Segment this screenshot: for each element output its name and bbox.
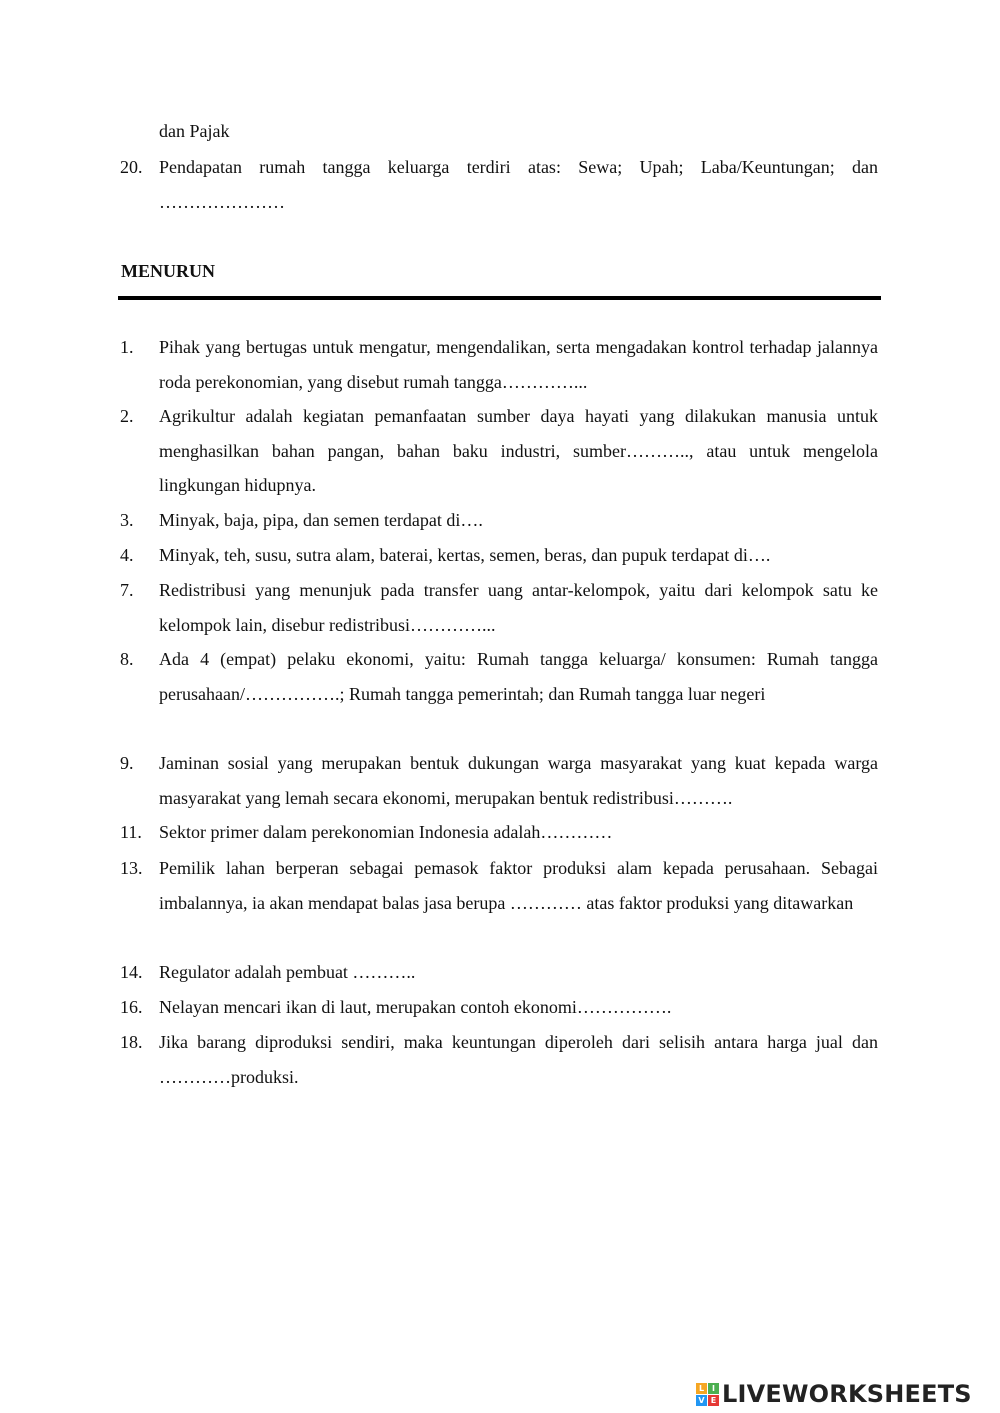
question-text: Nelayan mencari ikan di laut, merupakan contoh ekonomi……………. <box>159 997 672 1017</box>
question-text: Agrikultur adalah kegiatan pemanfaatan sumber daya hayati yang dilakukan manusia untuk menghasilkan bahan pangan, bahan baku industri, sumber……….., atau untuk mengelola lingkungan hidupnya. <box>159 406 878 496</box>
question-18 <box>120 1025 878 1094</box>
question-number: 4. <box>120 545 134 565</box>
question-number: 2. <box>120 406 134 426</box>
question-number: 3. <box>120 510 134 530</box>
section-divider <box>118 296 881 300</box>
question-20 <box>120 150 878 219</box>
question-number: 16. <box>120 997 143 1017</box>
question-number: 1. <box>120 337 134 357</box>
question-text: Minyak, baja, pipa, dan semen terdapat di…. <box>159 510 483 530</box>
question-text: Sektor primer dalam perekonomian Indonesia adalah………… <box>159 822 613 842</box>
question-number: 20. <box>120 157 143 177</box>
question-8 <box>120 642 878 711</box>
question-text: Redistribusi yang menunjuk pada transfer uang antar-kelompok, yaitu dari kelompok satu ke kelompok lain, disebur redistribusi…………... <box>159 580 878 635</box>
question-number: 11. <box>120 822 142 842</box>
question-number: 9. <box>120 753 134 773</box>
logo-letter-v: V <box>696 1395 707 1406</box>
question-number: 13. <box>120 858 143 878</box>
question-11 <box>120 815 878 850</box>
question-text: Pihak yang bertugas untuk mengatur, mengendalikan, serta mengadakan kontrol terhadap jalannya roda perekonomian, yang disebut rumah tangga…………... <box>159 337 878 392</box>
question-text: Jika barang diproduksi sendiri, maka keuntungan diperoleh dari selisih antara harga jual dan …………produksi. <box>159 1032 878 1087</box>
question-text: Pemilik lahan berperan sebagai pemasok faktor produksi alam kepada perusahaan. Sebagai imbalannya, ia akan mendapat balas jasa berupa ………… atas faktor produksi yang ditawarkan <box>159 858 878 913</box>
question-text: Regulator adalah pembuat ……….. <box>159 962 416 982</box>
logo-text: LIVEWORKSHEETS <box>722 1380 972 1408</box>
question-text: Ada 4 (empat) pelaku ekonomi, yaitu: Rumah tangga keluarga/ konsumen: Rumah tangga perusahaan/…………….; Rumah tangga pemerintah; dan Rumah tangga luar negeri <box>159 649 878 704</box>
question-number: 14. <box>120 962 143 982</box>
logo-letter-e: E <box>708 1395 719 1406</box>
question-9 <box>120 746 878 815</box>
question-number: 18. <box>120 1032 143 1052</box>
question-number: 7. <box>120 580 134 600</box>
question-text: Jaminan sosial yang merupakan bentuk dukungan warga masyarakat yang kuat kepada warga masyarakat yang lemah secara ekonomi, merupakan bentuk redistribusi………. <box>159 753 878 808</box>
question-3 <box>120 503 878 538</box>
question-text: Minyak, teh, susu, sutra alam, baterai, kertas, semen, beras, dan pupuk terdapat di…. <box>159 545 771 565</box>
question-4 <box>120 538 878 573</box>
logo-icon <box>696 1383 719 1406</box>
question-2 <box>120 399 878 503</box>
question-text: Pendapatan rumah tangga keluarga terdiri atas: Sewa; Upah; Laba/Keuntungan; dan ………………… <box>159 157 878 212</box>
section-heading: MENURUN <box>121 261 215 281</box>
continuation-line <box>120 114 878 149</box>
logo-letter-i: I <box>708 1383 719 1394</box>
logo-letter-l: L <box>696 1383 707 1394</box>
question-16 <box>120 990 878 1025</box>
liveworksheets-logo[interactable] <box>696 1376 972 1412</box>
question-13 <box>120 851 878 920</box>
question-14 <box>120 955 878 990</box>
question-number: 8. <box>120 649 134 669</box>
question-7 <box>120 573 878 642</box>
question-1 <box>120 330 878 399</box>
continuation-text: dan Pajak <box>159 121 230 141</box>
